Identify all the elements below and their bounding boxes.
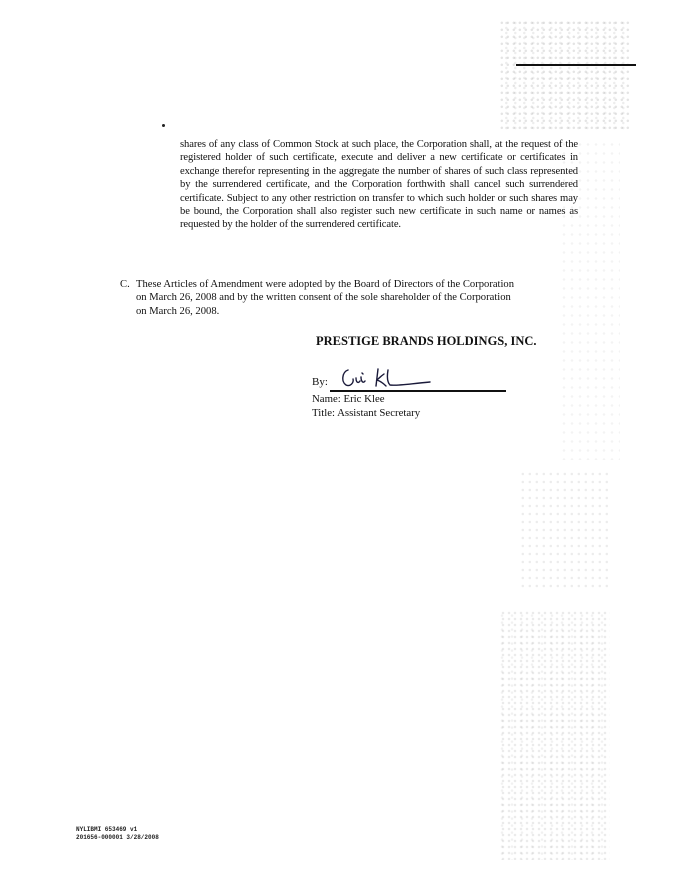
scan-noise [500,610,610,860]
signatory-title: Title: Assistant Secretary [312,407,421,419]
scan-noise [520,470,610,590]
paragraph-continuation: shares of any class of Common Stock at such place, the Corporation shall, at the request of the registered holder of such certificate, execute and deliver a new certificate or certificates in exchange therefor representing in the aggregate the number of shares of such class represented by the surrendered certificate, and the Corporation forthwith shall cancel such surrendered certificate. Subject to any other restriction on transfer to which such holder or such shares may be bound, the Corporation shall also register such new certificate in such name or names as requested by the holder of the surrendered certificate. [180,139,578,231]
company-name: PRESTIGE BRANDS HOLDINGS, INC. [316,334,537,348]
document-footer [76,826,159,842]
footer-line: NYLIBMI 653469 v1 [76,826,138,833]
section-c-label: C. [120,279,130,290]
section-c-text [136,278,580,318]
scan-noise [500,20,630,130]
margin-dot [162,124,165,127]
signatory-name: Name: Eric Klee [312,393,385,405]
signature-row [312,368,502,392]
header-rule [516,64,636,66]
handwritten-signature [338,364,438,392]
section-c-line: on March 26, 2008 and by the written consent of the sole shareholder of the Corporation [136,292,511,304]
section-c-line: These Articles of Amendment were adopted by the Board of Directors of the Corporation [136,279,515,290]
section-c-line: on March 26, 2008. [136,305,220,317]
by-label: By: [312,376,328,388]
signature-line [330,390,506,392]
footer-line: 201656-000001 3/28/2008 [76,834,159,841]
